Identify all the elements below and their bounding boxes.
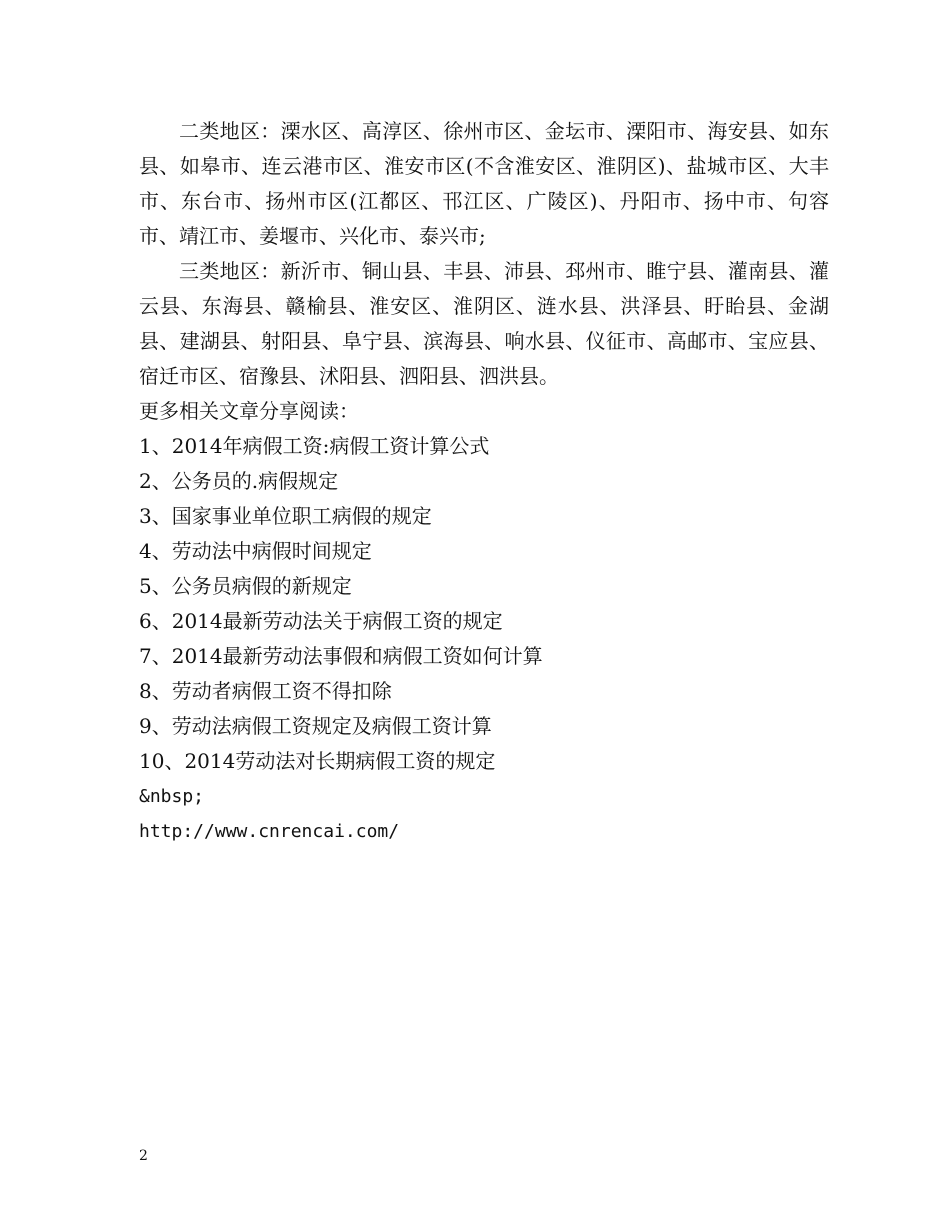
paragraph-tier-two-regions: 二类地区：溧水区、高淳区、徐州市区、金坛市、溧阳市、海安县、如东县、如皋市、连云港市区、淮安市区(不含淮安区、淮阴区)、盐城市区、大丰市、东台市、扬州市区(江都区、邗江区、广陵区)、丹阳市、扬中市、句容市、靖江市、姜堰市、兴化市、泰兴市; bbox=[139, 119, 829, 248]
related-article-item[interactable]: 4、劳动法中病假时间规定 bbox=[139, 539, 372, 563]
related-article-item[interactable]: 10、2014劳动法对长期病假工资的规定 bbox=[139, 749, 496, 773]
nbsp-text: &nbsp; bbox=[139, 786, 205, 807]
page-number: 2 bbox=[139, 1148, 148, 1164]
related-article-item[interactable]: 8、劳动者病假工资不得扣除 bbox=[139, 679, 392, 703]
source-url-link[interactable]: http://www.cnrencai.com/ bbox=[139, 821, 400, 842]
related-articles-list bbox=[139, 429, 829, 779]
related-articles-heading: 更多相关文章分享阅读： bbox=[139, 399, 359, 423]
related-article-item[interactable]: 9、劳动法病假工资规定及病假工资计算 bbox=[139, 714, 492, 738]
related-article-item[interactable]: 3、国家事业单位职工病假的规定 bbox=[139, 504, 432, 528]
related-article-item[interactable]: 5、公务员病假的新规定 bbox=[139, 574, 352, 598]
document-page bbox=[139, 114, 829, 849]
related-article-item[interactable]: 7、2014最新劳动法事假和病假工资如何计算 bbox=[139, 644, 543, 668]
related-article-item[interactable]: 1、2014年病假工资:病假工资计算公式 bbox=[139, 434, 490, 458]
related-article-item[interactable]: 6、2014最新劳动法关于病假工资的规定 bbox=[139, 609, 503, 633]
paragraph-tier-three-regions: 三类地区：新沂市、铜山县、丰县、沛县、邳州市、睢宁县、灌南县、灌云县、东海县、赣榆县、淮安区、淮阴区、涟水县、洪泽县、盱眙县、金湖县、建湖县、射阳县、阜宁县、滨海县、响水县、仪征市、高邮市、宝应县、宿迁市区、宿豫县、沭阳县、泗阳县、泗洪县。 bbox=[139, 259, 829, 388]
related-article-item[interactable]: 2、公务员的.病假规定 bbox=[139, 469, 339, 493]
